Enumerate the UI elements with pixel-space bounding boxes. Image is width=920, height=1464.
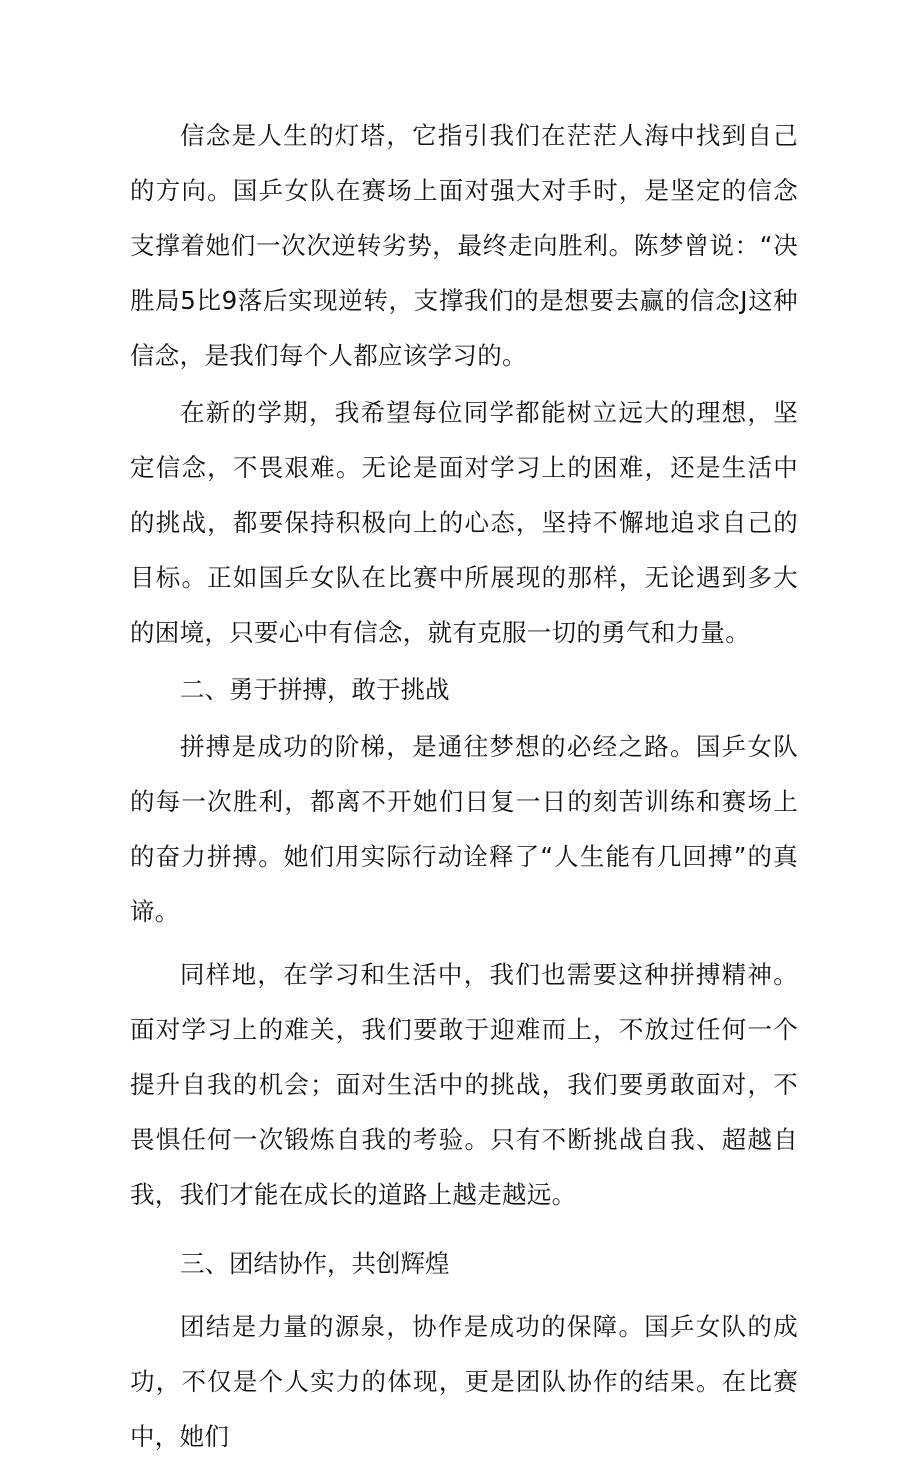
paragraph-likewise: 同样地，在学习和生活中，我们也需要这种拼搏精神。面对学习上的难关，我们要敢于迎难而上，不放过任何一个提升自我的机会；面对生活中的挑战，我们要勇敢面对，不畏惧任何一次锻炼自我的考验。只有不断挑战自我、超越自我，我们才能在成长的道路上越走越远。 [130, 960, 798, 1209]
section-heading-2: 二、勇于拼搏，敢于挑战 [180, 675, 450, 704]
document-page [130, 108, 798, 1464]
paragraph-belief: 信念是人生的灯塔，它指引我们在茫茫人海中找到自己的方向。国乒女队在赛场上面对强大对手时，是坚定的信念支撑着她们一次次逆转劣势，最终走向胜利。陈梦曾说：“决胜局5比9落后实现逆转，支撑我们的是想要去赢的信念J这种信念，是我们每个人都应该学习的。 [130, 121, 798, 370]
paragraph-striving: 拼搏是成功的阶梯，是通往梦想的必经之路。国乒女队的每一次胜利，都离不开她们日复一日的刻苦训练和赛场上的奋力拼搏。她们用实际行动诠释了“人生能有几回搏”的真谛。 [130, 732, 798, 926]
section-heading-3: 三、团结协作，共创辉煌 [180, 1249, 450, 1278]
paragraph-teamwork: 团结是力量的源泉，协作是成功的保障。国乒女队的成功，不仅是个人实力的体现，更是团队协作的结果。在比赛中，她们 [130, 1312, 798, 1451]
paragraph-new-semester: 在新的学期，我希望每位同学都能树立远大的理想，坚定信念，不畏艰难。无论是面对学习上的困难，还是生活中的挑战，都要保持积极向上的心态，坚持不懈地追求自己的目标。正如国乒女队在比赛中所展现的那样，无论遇到多大的困境，只要心中有信念，就有克服一切的勇气和力量。 [130, 398, 798, 647]
